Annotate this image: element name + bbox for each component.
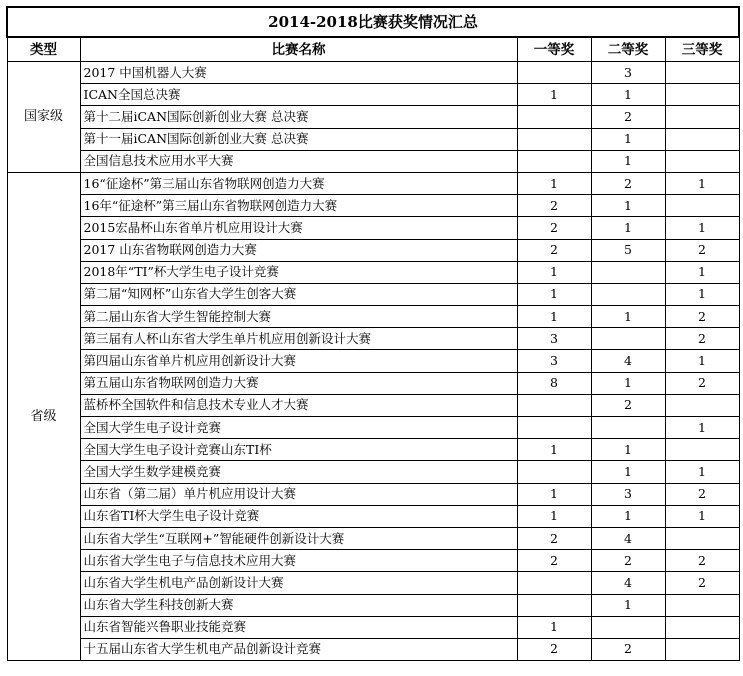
table-row <box>7 505 739 527</box>
second-prize-cell: 2 <box>591 394 665 416</box>
table-title: 2014-2018比赛获奖情况汇总 <box>7 7 739 37</box>
category-cell: 国家级 <box>7 62 80 173</box>
third-prize-cell: 1 <box>665 283 739 305</box>
table-row <box>7 261 739 283</box>
table-row <box>7 439 739 461</box>
first-prize-cell <box>517 150 591 172</box>
second-prize-cell <box>591 616 665 638</box>
first-prize-cell: 2 <box>517 195 591 217</box>
table-row <box>7 239 739 261</box>
competition-name-cell: 山东省TI杯大学生电子设计竞赛 <box>80 505 517 527</box>
table-row <box>7 328 739 350</box>
competition-name-cell: 第十一届iCAN国际创新创业大赛 总决赛 <box>80 128 517 150</box>
competition-name-cell: ICAN全国总决赛 <box>80 84 517 106</box>
competition-name-cell: 2015宏晶杯山东省单片机应用设计大赛 <box>80 217 517 239</box>
third-prize-cell <box>665 62 739 84</box>
awards-summary <box>6 6 738 661</box>
second-prize-cell: 1 <box>591 306 665 328</box>
third-prize-cell: 1 <box>665 217 739 239</box>
table-row <box>7 150 739 172</box>
first-prize-cell: 2 <box>517 638 591 660</box>
second-prize-cell: 1 <box>591 594 665 616</box>
first-prize-cell: 1 <box>517 616 591 638</box>
second-prize-cell: 4 <box>591 350 665 372</box>
competition-name-cell: 山东省大学生机电产品创新设计大赛 <box>80 572 517 594</box>
competition-name-cell: 第十二届iCAN国际创新创业大赛 总决赛 <box>80 106 517 128</box>
first-prize-cell: 1 <box>517 261 591 283</box>
table-row <box>7 616 739 638</box>
first-prize-cell: 1 <box>517 172 591 194</box>
table-row <box>7 283 739 305</box>
third-prize-cell: 1 <box>665 350 739 372</box>
first-prize-cell <box>517 417 591 439</box>
third-prize-cell <box>665 439 739 461</box>
competition-name-cell: 第四届山东省单片机应用创新设计大赛 <box>80 350 517 372</box>
second-prize-cell: 5 <box>591 239 665 261</box>
third-prize-cell <box>665 616 739 638</box>
table-row <box>7 128 739 150</box>
third-prize-cell <box>665 128 739 150</box>
competition-name-cell: 2017 中国机器人大赛 <box>80 62 517 84</box>
third-prize-cell <box>665 84 739 106</box>
competition-name-cell: 16年“征途杯”第三届山东省物联网创造力大赛 <box>80 195 517 217</box>
first-prize-cell: 2 <box>517 550 591 572</box>
second-prize-cell: 1 <box>591 128 665 150</box>
second-prize-cell: 2 <box>591 106 665 128</box>
second-prize-cell: 1 <box>591 439 665 461</box>
competition-name-cell: 第二届山东省大学生智能控制大赛 <box>80 306 517 328</box>
competition-name-cell: 山东省（第二届）单片机应用设计大赛 <box>80 483 517 505</box>
third-prize-cell <box>665 394 739 416</box>
third-prize-cell <box>665 638 739 660</box>
first-prize-cell: 1 <box>517 306 591 328</box>
second-prize-cell: 1 <box>591 195 665 217</box>
third-prize-cell <box>665 195 739 217</box>
first-prize-cell <box>517 128 591 150</box>
table-row <box>7 372 739 394</box>
competition-name-cell: 第三届有人杯山东省大学生单片机应用创新设计大赛 <box>80 328 517 350</box>
header-type: 类型 <box>7 37 80 62</box>
second-prize-cell <box>591 261 665 283</box>
first-prize-cell: 8 <box>517 372 591 394</box>
category-cell: 省级 <box>7 172 80 660</box>
second-prize-cell: 3 <box>591 483 665 505</box>
competition-name-cell: 蓝桥杯全国软件和信息技术专业人才大赛 <box>80 394 517 416</box>
header-row <box>7 37 739 62</box>
second-prize-cell: 1 <box>591 150 665 172</box>
table-row <box>7 638 739 660</box>
second-prize-cell <box>591 283 665 305</box>
second-prize-cell: 4 <box>591 527 665 549</box>
first-prize-cell <box>517 106 591 128</box>
table-row <box>7 594 739 616</box>
competition-name-cell: 16“征途杯”第三届山东省物联网创造力大赛 <box>80 172 517 194</box>
third-prize-cell: 2 <box>665 372 739 394</box>
first-prize-cell <box>517 594 591 616</box>
table-row <box>7 572 739 594</box>
first-prize-cell: 1 <box>517 84 591 106</box>
first-prize-cell: 1 <box>517 283 591 305</box>
third-prize-cell: 1 <box>665 461 739 483</box>
first-prize-cell: 1 <box>517 483 591 505</box>
table-row <box>7 550 739 572</box>
competition-name-cell: 全国大学生数学建模竞赛 <box>80 461 517 483</box>
header-third-prize: 三等奖 <box>665 37 739 62</box>
table-row <box>7 306 739 328</box>
table-row <box>7 106 739 128</box>
competition-name-cell: 第五届山东省物联网创造力大赛 <box>80 372 517 394</box>
first-prize-cell: 3 <box>517 328 591 350</box>
third-prize-cell: 1 <box>665 505 739 527</box>
third-prize-cell <box>665 594 739 616</box>
first-prize-cell: 2 <box>517 527 591 549</box>
third-prize-cell: 2 <box>665 239 739 261</box>
header-second-prize: 二等奖 <box>591 37 665 62</box>
second-prize-cell: 2 <box>591 172 665 194</box>
table-row <box>7 84 739 106</box>
table-row <box>7 417 739 439</box>
competition-name-cell: 全国大学生电子设计竞赛山东TI杯 <box>80 439 517 461</box>
second-prize-cell: 2 <box>591 550 665 572</box>
table-row <box>7 394 739 416</box>
third-prize-cell: 1 <box>665 417 739 439</box>
first-prize-cell <box>517 461 591 483</box>
table-row <box>7 350 739 372</box>
table-row <box>7 461 739 483</box>
second-prize-cell: 1 <box>591 217 665 239</box>
competition-name-cell: 全国信息技术应用水平大赛 <box>80 150 517 172</box>
third-prize-cell: 2 <box>665 550 739 572</box>
competition-name-cell: 山东省大学生科技创新大赛 <box>80 594 517 616</box>
third-prize-cell: 1 <box>665 172 739 194</box>
first-prize-cell: 1 <box>517 505 591 527</box>
competition-name-cell: 山东省智能兴鲁职业技能竞赛 <box>80 616 517 638</box>
second-prize-cell: 4 <box>591 572 665 594</box>
first-prize-cell: 1 <box>517 439 591 461</box>
table-row <box>7 172 739 194</box>
third-prize-cell: 2 <box>665 328 739 350</box>
competition-name-cell: 山东省大学生“互联网+”智能硬件创新设计大赛 <box>80 527 517 549</box>
second-prize-cell: 1 <box>591 461 665 483</box>
competition-name-cell: 2017 山东省物联网创造力大赛 <box>80 239 517 261</box>
awards-table <box>6 6 740 661</box>
title-row <box>7 7 739 37</box>
competition-name-cell: 全国大学生电子设计竞赛 <box>80 417 517 439</box>
competition-name-cell: 十五届山东省大学生机电产品创新设计竞赛 <box>80 638 517 660</box>
header-first-prize: 一等奖 <box>517 37 591 62</box>
first-prize-cell: 3 <box>517 350 591 372</box>
competition-name-cell: 第二届“知网杯”山东省大学生创客大赛 <box>80 283 517 305</box>
second-prize-cell: 3 <box>591 62 665 84</box>
table-body <box>7 62 739 661</box>
third-prize-cell <box>665 527 739 549</box>
first-prize-cell <box>517 394 591 416</box>
table-row <box>7 483 739 505</box>
third-prize-cell <box>665 106 739 128</box>
header-name: 比赛名称 <box>80 37 517 62</box>
second-prize-cell <box>591 417 665 439</box>
third-prize-cell: 2 <box>665 572 739 594</box>
third-prize-cell <box>665 150 739 172</box>
first-prize-cell <box>517 62 591 84</box>
second-prize-cell: 1 <box>591 372 665 394</box>
second-prize-cell: 1 <box>591 505 665 527</box>
third-prize-cell: 1 <box>665 261 739 283</box>
third-prize-cell: 2 <box>665 306 739 328</box>
table-row <box>7 62 739 84</box>
first-prize-cell: 2 <box>517 239 591 261</box>
third-prize-cell: 2 <box>665 483 739 505</box>
first-prize-cell <box>517 572 591 594</box>
second-prize-cell <box>591 328 665 350</box>
first-prize-cell: 2 <box>517 217 591 239</box>
competition-name-cell: 山东省大学生电子与信息技术应用大赛 <box>80 550 517 572</box>
table-row <box>7 195 739 217</box>
table-row <box>7 217 739 239</box>
table-row <box>7 527 739 549</box>
second-prize-cell: 2 <box>591 638 665 660</box>
competition-name-cell: 2018年“TI”杯大学生电子设计竞赛 <box>80 261 517 283</box>
second-prize-cell: 1 <box>591 84 665 106</box>
